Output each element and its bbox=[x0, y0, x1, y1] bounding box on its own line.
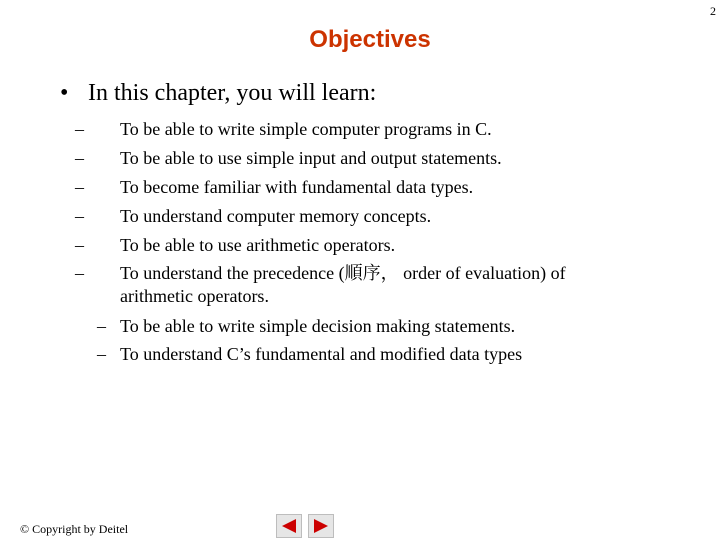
copyright-footer: © Copyright by Deitel bbox=[20, 522, 129, 536]
main-bullet bbox=[60, 80, 376, 107]
dash-marker: – bbox=[97, 316, 106, 336]
list-item-text: arithmetic operators. bbox=[120, 286, 269, 306]
triangle-right-icon bbox=[312, 518, 330, 534]
dash-marker: – bbox=[75, 119, 84, 139]
list-item-text: To be able to use simple input and output statements. bbox=[120, 148, 502, 168]
dash-marker: – bbox=[75, 177, 84, 197]
dash-marker: – bbox=[75, 235, 84, 255]
triangle-left-icon bbox=[280, 518, 298, 534]
list-item-text: To become familiar with fundamental data types. bbox=[120, 177, 474, 197]
main-bullet-text: In this chapter, you will learn: bbox=[88, 80, 377, 106]
dash-marker: – bbox=[75, 206, 84, 226]
dash-marker: – bbox=[75, 148, 84, 168]
page-number: 2 bbox=[710, 4, 716, 18]
next-slide-button[interactable] bbox=[308, 514, 334, 538]
list-item-text: To understand computer memory concepts. bbox=[120, 206, 432, 226]
previous-slide-button[interactable] bbox=[276, 514, 302, 538]
dash-marker: – bbox=[97, 344, 106, 364]
list-item-text: To be able to write simple decision making statements. bbox=[120, 316, 516, 336]
list-item-text: To be able to write simple computer programs in C. bbox=[120, 119, 492, 139]
slide-navigation bbox=[276, 514, 334, 538]
bullet-marker: • bbox=[60, 80, 69, 106]
list-item-text: To understand the precedence (順序， order of evaluation) of bbox=[120, 263, 566, 283]
list-item-text: To understand C’s fundamental and modified data types bbox=[120, 344, 523, 364]
dash-marker: – bbox=[75, 263, 84, 283]
slide-title: Objectives bbox=[309, 26, 431, 53]
list-item-text: To be able to use arithmetic operators. bbox=[120, 235, 396, 255]
